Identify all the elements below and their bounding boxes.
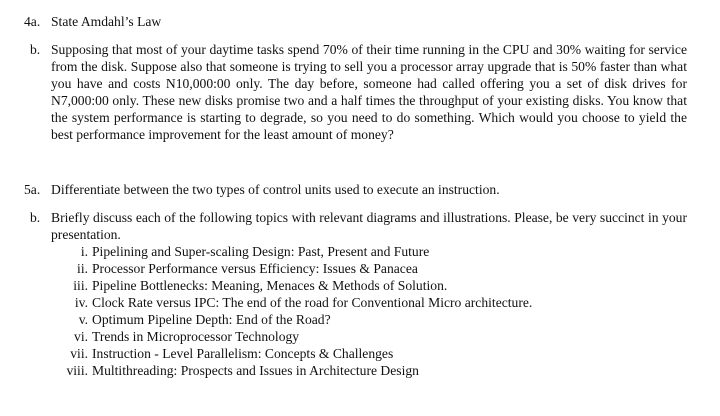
question-number: 5a. (24, 182, 41, 197)
topic-numeral: v. (78, 312, 88, 327)
topic-numeral: i. (80, 244, 88, 259)
topic-text: Processor Performance versus Efficiency: Issues & Panacea (92, 261, 418, 276)
topic-text: Optimum Pipeline Depth: End of the Road? (92, 312, 331, 327)
topic-text: Instruction - Level Parallelism: Concepts & Challenges (92, 346, 394, 361)
topic-item (60, 294, 680, 311)
question-5b (30, 209, 710, 243)
topic-item (60, 260, 680, 277)
question-5a (24, 181, 704, 198)
topic-item (60, 277, 680, 294)
topic-text: Multithreading: Prospects and Issues in Architecture Design (92, 363, 419, 378)
question-text: Supposing that most of your daytime tasks spend 70% of their time running in the CPU and 30% waiting for service from the disk. Suppose also that someone is trying to sell you a processor array upgrade that is 50% faster than what you have and costs N10,000:00 only. The day before, someone had called offering you a set of disk drives for N7,000:00 only. These new disks promise two and a half times the throughput of your existing disks. You know that the system performance is starting to degrade, so you need to do something. Which would you choose to yield the best performance improvement for the least amount of money? (51, 42, 687, 142)
topic-text: Trends in Microprocessor Technology (92, 329, 300, 344)
topic-numeral: iv. (74, 295, 88, 310)
topic-numeral: ii. (77, 261, 88, 276)
topic-item (60, 345, 680, 362)
topic-item (60, 362, 680, 379)
question-4a (24, 13, 704, 30)
topic-text: Pipeline Bottlenecks: Meaning, Menaces & Methods of Solution. (92, 278, 448, 293)
question-text: Briefly discuss each of the following topics with relevant diagrams and illustrations. Please, be very succinct in your presentation. (51, 210, 687, 242)
topic-numeral: iii. (73, 278, 88, 293)
question-text: State Amdahl’s Law (51, 14, 162, 29)
topic-numeral: vi. (74, 329, 88, 344)
topic-item (60, 243, 680, 260)
topic-list (60, 243, 680, 379)
topic-text: Pipelining and Super-scaling Design: Past, Present and Future (92, 244, 430, 259)
question-number: b. (30, 42, 41, 57)
question-number: b. (30, 210, 41, 225)
question-4b (30, 41, 710, 153)
question-number: 4a. (24, 14, 41, 29)
question-text: Differentiate between the two types of control units used to execute an instruction. (51, 182, 500, 197)
topic-item (60, 328, 680, 345)
topic-numeral: vii. (70, 346, 88, 361)
topic-text: Clock Rate versus IPC: The end of the road for Conventional Micro architecture. (92, 295, 533, 310)
topic-item (60, 311, 680, 328)
topic-numeral: viii. (66, 363, 88, 378)
